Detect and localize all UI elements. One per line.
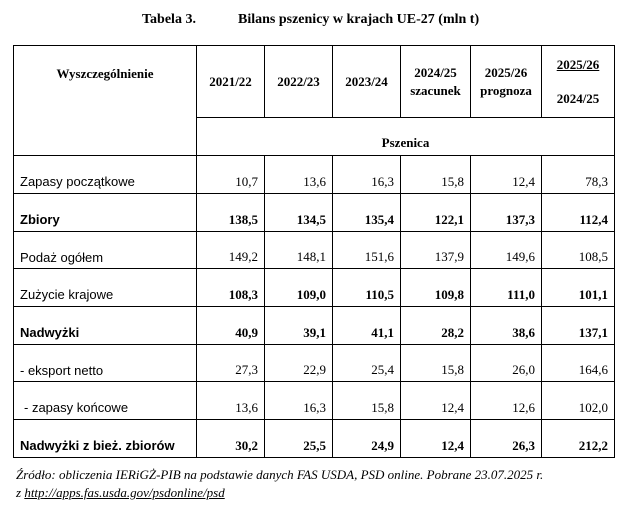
header-year-note: szacunek	[410, 82, 461, 98]
cell-value: 12,6	[471, 382, 542, 420]
cell-value: 110,5	[333, 269, 401, 307]
cell-value: 16,3	[333, 156, 401, 194]
cell-value: 40,9	[197, 307, 265, 345]
table-number: Tabela 3.	[142, 12, 196, 27]
cell-value: 122,1	[401, 194, 471, 232]
header-year-cell	[197, 46, 265, 118]
cell-value: 134,5	[265, 194, 333, 232]
cell-value: 28,2	[401, 307, 471, 345]
cell-value: 112,4	[542, 194, 615, 232]
cell-value: 108,3	[197, 269, 265, 307]
cell-value: 101,1	[542, 269, 615, 307]
cell-value: 15,8	[401, 345, 471, 382]
header-year: 2023/24	[345, 73, 388, 89]
cell-value: 26,0	[471, 345, 542, 382]
table-row	[14, 345, 615, 382]
section-title: Pszenica	[197, 118, 615, 156]
header-year: 2022/23	[277, 73, 320, 89]
cell-value: 13,6	[265, 156, 333, 194]
source-note	[16, 466, 628, 502]
header-year: 2021/22	[209, 73, 252, 89]
table-row	[14, 232, 615, 269]
table-row	[14, 194, 615, 232]
header-year-note: prognoza	[480, 82, 532, 98]
cell-value: 111,0	[471, 269, 542, 307]
cell-value: 212,2	[542, 420, 615, 458]
header-year-cell	[265, 46, 333, 118]
cell-value: 27,3	[197, 345, 265, 382]
row-label: Podaż ogółem	[14, 232, 197, 269]
row-label: - zapasy końcowe	[14, 382, 197, 420]
source-prefix: z	[16, 485, 25, 500]
header-year-cell	[401, 46, 471, 118]
cell-value: 10,7	[197, 156, 265, 194]
cell-value: 38,6	[471, 307, 542, 345]
cell-value: 78,3	[542, 156, 615, 194]
cell-value: 25,4	[333, 345, 401, 382]
cell-value: 26,3	[471, 420, 542, 458]
cell-value: 109,8	[401, 269, 471, 307]
header-year: 2025/26	[484, 64, 528, 80]
cell-value: 39,1	[265, 307, 333, 345]
cell-value: 149,6	[471, 232, 542, 269]
cell-value: 137,9	[401, 232, 471, 269]
cell-value: 12,4	[401, 420, 471, 458]
table-row	[14, 269, 615, 307]
row-label: - eksport netto	[14, 345, 197, 382]
cell-value: 25,5	[265, 420, 333, 458]
cell-value: 41,1	[333, 307, 401, 345]
cell-value: 22,9	[265, 345, 333, 382]
row-label: Zużycie krajowe	[14, 269, 197, 307]
wheat-balance-table	[13, 45, 615, 458]
cell-value: 16,3	[265, 382, 333, 420]
cell-value: 24,9	[333, 420, 401, 458]
header-label: Wyszczególnienie	[56, 66, 154, 81]
cell-value: 164,6	[542, 345, 615, 382]
row-label: Zapasy początkowe	[14, 156, 197, 194]
ratio-numerator: 2025/26	[556, 56, 600, 72]
cell-value: 151,6	[333, 232, 401, 269]
cell-value: 15,8	[333, 382, 401, 420]
cell-value: 135,4	[333, 194, 401, 232]
row-label: Zbiory	[14, 194, 197, 232]
cell-value: 137,1	[542, 307, 615, 345]
cell-value: 30,2	[197, 420, 265, 458]
source-text: Źródło: obliczenia IERiGŻ-PIB na podstawie danych FAS USDA, PSD online. Pobrane 23.07.2025 r.	[16, 467, 544, 482]
table-row	[14, 307, 615, 345]
cell-value: 13,6	[197, 382, 265, 420]
cell-value: 102,0	[542, 382, 615, 420]
header-year-cell	[333, 46, 401, 118]
table-title	[0, 12, 632, 34]
ratio-denominator: 2024/25	[556, 90, 600, 106]
header-year: 2024/25	[414, 64, 457, 80]
cell-value: 138,5	[197, 194, 265, 232]
row-label: Nadwyżki	[14, 307, 197, 345]
cell-value: 149,2	[197, 232, 265, 269]
table-row	[14, 420, 615, 458]
header-row	[14, 46, 615, 118]
table-body	[14, 156, 615, 458]
table-row	[14, 156, 615, 194]
cell-value: 109,0	[265, 269, 333, 307]
cell-value: 108,5	[542, 232, 615, 269]
cell-value: 12,4	[471, 156, 542, 194]
table-row	[14, 382, 615, 420]
row-label: Nadwyżki z bież. zbiorów	[14, 420, 197, 458]
cell-value: 137,3	[471, 194, 542, 232]
cell-value: 148,1	[265, 232, 333, 269]
header-label-cell	[14, 46, 197, 156]
cell-value: 15,8	[401, 156, 471, 194]
source-link[interactable]: http://apps.fas.usda.gov/psdonline/psd	[24, 485, 225, 500]
header-ratio-cell	[542, 46, 615, 118]
header-year-cell	[471, 46, 542, 118]
cell-value: 12,4	[401, 382, 471, 420]
table-caption: Bilans pszenicy w krajach UE-27 (mln t)	[238, 12, 480, 27]
